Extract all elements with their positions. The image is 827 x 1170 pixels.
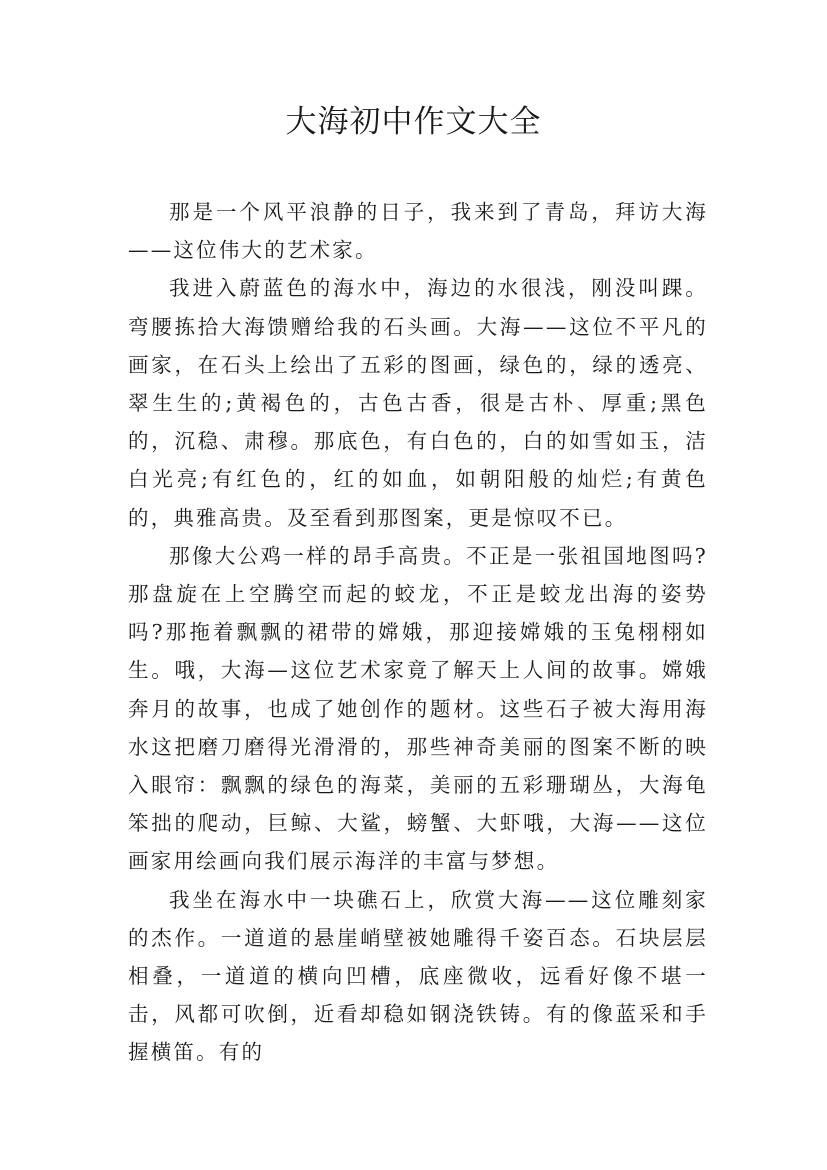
paragraph: 我进入蔚蓝色的海水中，海边的水很浅，刚没叫踝。弯腰拣拾大海馈赠给我的石头画。大海——这位不平凡的画家，在石头上绘出了五彩的图画，绿色的，绿的透亮、翠生生的;黄褐色的，古色古香，很是古朴、厚重;黑色的，沉稳、肃穆。那底色，有白色的，白的如雪如玉，洁白光亮;有红色的，红的如血，如朝阳般的灿烂;有黄色的，典雅高贵。及至看到那图案，更是惊叹不已。: [128, 276, 708, 530]
paragraph: 那像大公鸡一样的昂手高贵。不正是一张祖国地图吗?那盘旋在上空腾空而起的蛟龙，不正是蛟龙出海的姿势吗?那拖着飘飘的裙带的嫦娥，那迎接嫦娥的玉兔栩栩如生。哦，大海—这位艺术家竟了解天上人间的故事。嫦娥奔月的故事，也成了她创作的题材。这些石子被大海用海水这把磨刀磨得光滑滑的，那些神奇美丽的图案不断的映入眼帘：飘飘的绿色的海菜，美丽的五彩珊瑚丛，大海龟笨拙的爬动，巨鲸、大鲨，螃蟹、大虾哦，大海——这位画家用绘画向我们展示海洋的丰富与梦想。: [128, 543, 708, 874]
paragraph: 那是一个风平浪静的日子，我来到了青岛，拜访大海——这位伟大的艺术家。: [128, 200, 708, 263]
document-title: 大海初中作文大全: [285, 104, 542, 140]
document-body: [128, 193, 708, 1072]
paragraph: 我坐在海水中一块礁石上，欣赏大海——这位雕刻家的杰作。一道道的悬崖峭壁被她雕得千姿百态。石块层层相叠，一道道的横向凹槽，底座微收，远看好像不堪一击，风都可吹倒，近看却稳如钢浇铁铸。有的像蓝采和手握横笛。有的: [128, 887, 708, 1065]
